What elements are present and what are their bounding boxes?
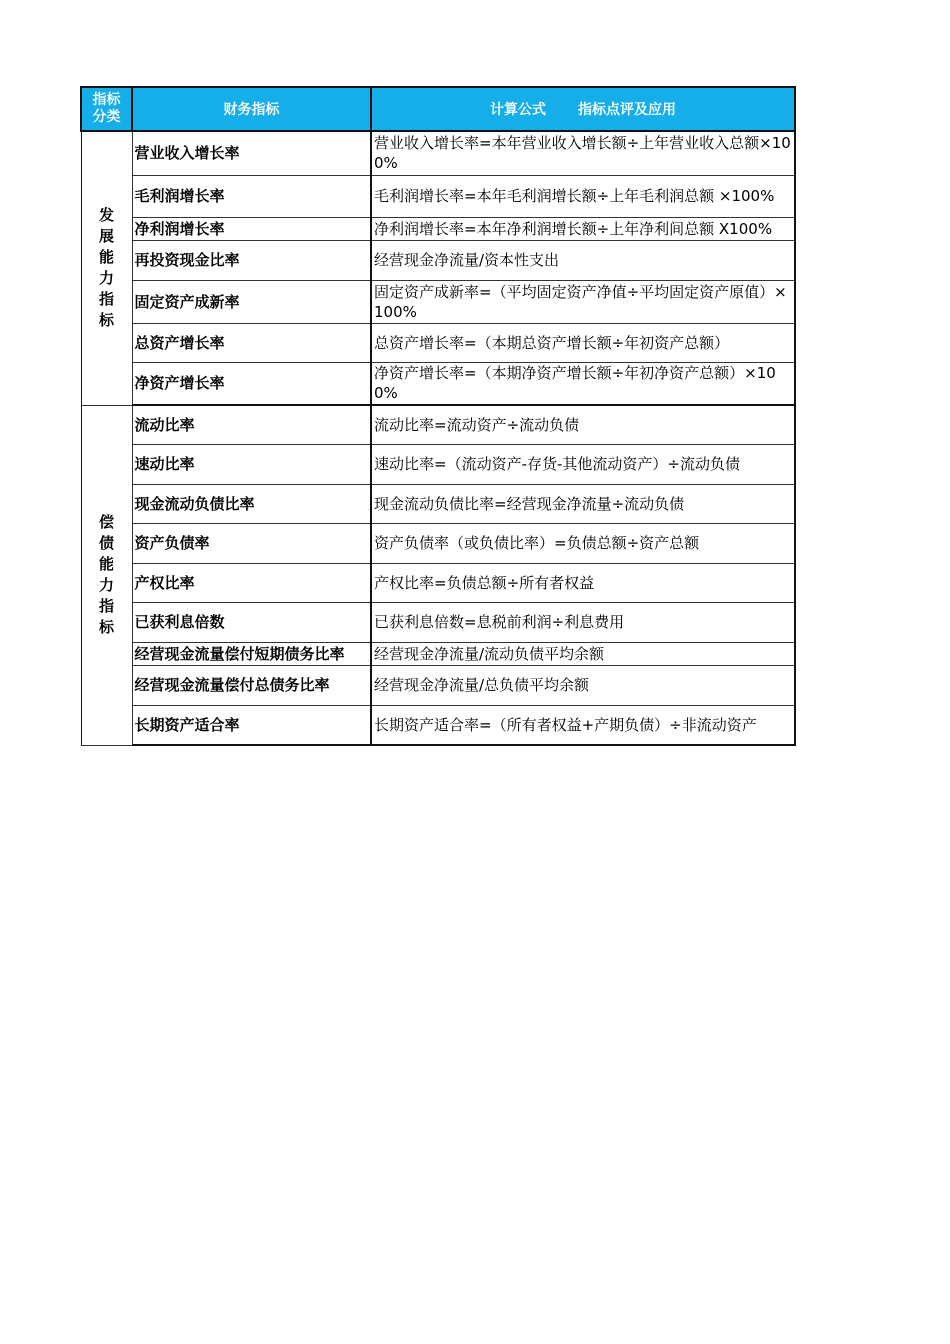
table-row <box>81 217 795 240</box>
indicator-name-cell: 经营现金流量偿付短期债务比率 <box>132 642 371 665</box>
table-row <box>81 362 795 405</box>
table-row <box>81 523 795 563</box>
indicator-name-cell: 净资产增长率 <box>132 362 371 405</box>
indicator-name-cell: 速动比率 <box>132 444 371 484</box>
indicator-name-cell: 资产负债率 <box>132 523 371 563</box>
formula-cell: 现金流动负债比率=经营现金净流量÷流动负债 <box>371 484 795 523</box>
formula-cell: 总资产增长率=（本期总资产增长额÷年初资产总额） <box>371 323 795 362</box>
indicator-name-cell: 总资产增长率 <box>132 323 371 362</box>
table-row <box>81 131 795 175</box>
formula-cell: 资产负债率（或负债比率）=负债总额÷资产总额 <box>371 523 795 563</box>
table-row <box>81 705 795 745</box>
indicator-name-cell: 营业收入增长率 <box>132 131 371 175</box>
category-cell: 偿 债 能 力 指 标 <box>81 405 132 745</box>
table-row <box>81 405 795 444</box>
table-row <box>81 444 795 484</box>
table-row <box>81 642 795 665</box>
comment-header-label: 指标点评及应用 <box>578 102 676 118</box>
header-row <box>81 87 795 131</box>
formula-cell: 速动比率=（流动资产-存货-其他流动资产）÷流动负债 <box>371 444 795 484</box>
formula-cell: 产权比率=负债总额÷所有者权益 <box>371 563 795 602</box>
formula-cell: 经营现金净流量/总负债平均余额 <box>371 665 795 705</box>
table-row <box>81 602 795 642</box>
indicator-table <box>80 86 796 746</box>
indicator-name-cell: 再投资现金比率 <box>132 240 371 280</box>
indicator-name-cell: 已获利息倍数 <box>132 602 371 642</box>
formula-cell: 净利润增长率=本年净利润增长额÷上年净利间总额 X100% <box>371 217 795 240</box>
formula-cell: 净资产增长率=（本期净资产增长额÷年初净资产总额）×100% <box>371 362 795 405</box>
category-header-line1: 指标 <box>92 92 121 108</box>
table-row <box>81 175 795 217</box>
formula-cell: 流动比率=流动资产÷流动负债 <box>371 405 795 444</box>
indicator-name-cell: 净利润增长率 <box>132 217 371 240</box>
indicator-name-cell: 现金流动负债比率 <box>132 484 371 523</box>
category-header-line2: 分类 <box>92 109 121 125</box>
table-row <box>81 323 795 362</box>
table-row <box>81 240 795 280</box>
indicator-name-cell: 产权比率 <box>132 563 371 602</box>
formula-cell: 长期资产适合率=（所有者权益+产期负债）÷非流动资产 <box>371 705 795 745</box>
formula-header <box>371 87 795 131</box>
formula-cell: 固定资产成新率=（平均固定资产净值÷平均固定资产原值）×100% <box>371 280 795 323</box>
indicator-name-cell: 固定资产成新率 <box>132 280 371 323</box>
indicator-header: 财务指标 <box>132 87 371 131</box>
formula-cell: 经营现金净流量/流动负债平均余额 <box>371 642 795 665</box>
formula-cell: 经营现金净流量/资本性支出 <box>371 240 795 280</box>
indicator-name-cell: 经营现金流量偿付总债务比率 <box>132 665 371 705</box>
indicator-name-cell: 毛利润增长率 <box>132 175 371 217</box>
indicator-name-cell: 长期资产适合率 <box>132 705 371 745</box>
table-row <box>81 563 795 602</box>
formula-cell: 毛利润增长率=本年毛利润增长额÷上年毛利润总额 ×100% <box>371 175 795 217</box>
category-cell: 发 展 能 力 指 标 <box>81 131 132 405</box>
category-header <box>81 87 132 131</box>
table-row <box>81 665 795 705</box>
formula-cell: 营业收入增长率=本年营业收入增长额÷上年营业收入总额×100% <box>371 131 795 175</box>
formula-header-label: 计算公式 <box>490 102 546 118</box>
formula-cell: 已获利息倍数=息税前利润÷利息费用 <box>371 602 795 642</box>
table-row <box>81 484 795 523</box>
financial-indicator-sheet <box>80 86 794 746</box>
table-row <box>81 280 795 323</box>
indicator-name-cell: 流动比率 <box>132 405 371 444</box>
